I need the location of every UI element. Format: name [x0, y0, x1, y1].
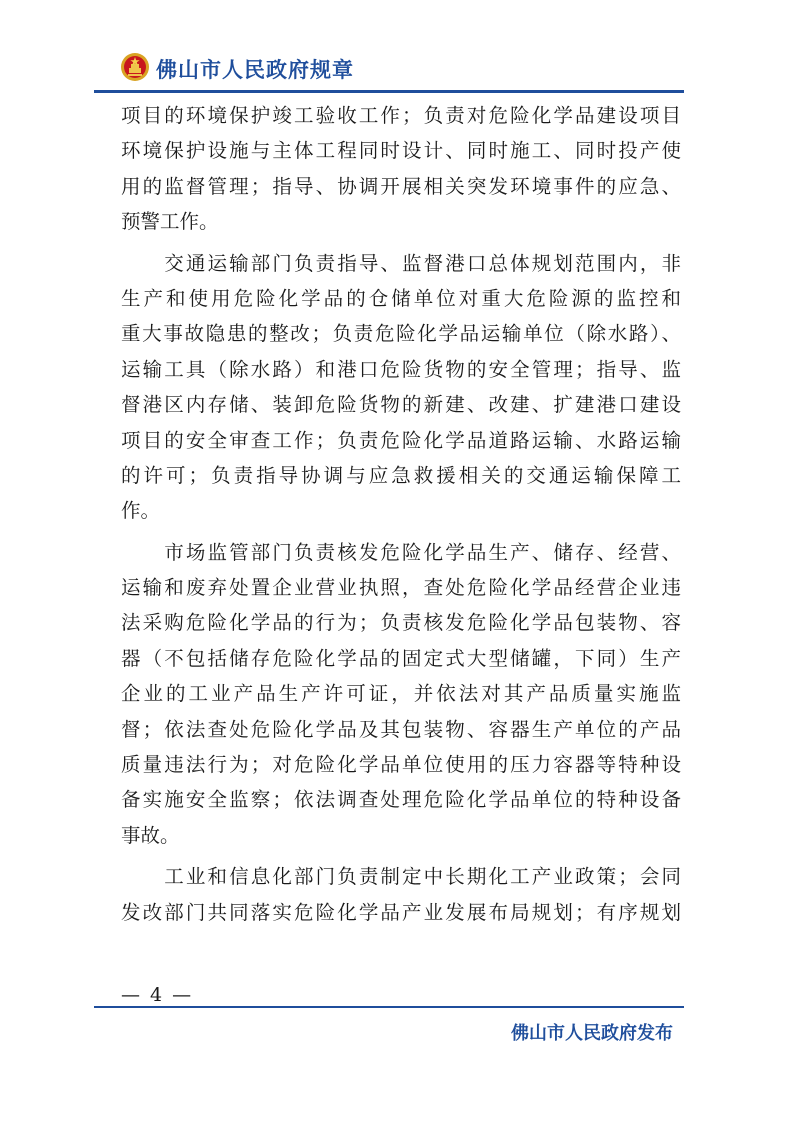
text-line: 运输和废弃处置企业营业执照，查处危险化学品经营企业违: [121, 576, 681, 600]
text-line: 质量违法行为；对危险化学品单位使用的压力容器等特种设: [121, 753, 681, 777]
paragraph: [121, 98, 681, 240]
page-number: — 4 —: [121, 984, 194, 1006]
document-body: [121, 98, 681, 936]
text-line: 工业和信息化部门负责制定中长期化工产业政策；会同: [121, 865, 681, 889]
text-line: 预警工作。: [121, 210, 219, 234]
text-line: 法采购危险化学品的行为；负责核发危险化学品包装物、容: [121, 611, 681, 635]
text-line: 督港区内存储、装卸危险货物的新建、改建、扩建港口建设: [121, 393, 681, 417]
text-line: 事故。: [121, 823, 180, 847]
text-line: 项目的安全审查工作；负责危险化学品道路运输、水路运输: [121, 428, 681, 452]
document-header: [120, 50, 676, 90]
text-line: 发改部门共同落实危险化学品产业发展布局规划；有序规划: [121, 900, 681, 924]
text-line: 运输工具（除水路）和港口危险货物的安全管理；指导、监: [121, 357, 681, 381]
text-line: 重大事故隐患的整改；负责危险化学品运输单位（除水路）、: [121, 322, 681, 346]
text-line: 器（不包括储存危险化学品的固定式大型储罐，下同）生产: [121, 646, 681, 670]
text-line: 环境保护设施与主体工程同时设计、同时施工、同时投产使: [121, 139, 681, 163]
text-line: 项目的环境保护竣工验收工作；负责对危险化学品建设项目: [121, 104, 681, 127]
text-line: 用的监督管理；指导、协调开展相关突发环境事件的应急、: [121, 174, 681, 198]
national-emblem-icon: [120, 52, 150, 82]
footer-publisher: 佛山市人民政府发布: [511, 1023, 673, 1044]
document-header-title: 佛山市人民政府规章: [156, 58, 354, 82]
text-line: 交通运输部门负责指导、监督港口总体规划范围内，非: [121, 251, 681, 275]
text-line: 的许可；负责指导协调与应急救援相关的交通运输保障工: [121, 463, 681, 487]
text-line: 备实施安全监察；依法调查处理危险化学品单位的特种设备: [121, 788, 681, 812]
text-line: 生产和使用危险化学品的仓储单位对重大危险源的监控和: [121, 286, 681, 310]
paragraph: [121, 535, 681, 854]
footer-divider: [94, 1006, 684, 1008]
text-line: 企业的工业产品生产许可证，并依法对其产品质量实施监: [121, 682, 681, 706]
text-line: 作。: [121, 499, 161, 523]
paragraph: [121, 246, 681, 529]
text-line: 市场监管部门负责核发危险化学品生产、储存、经营、: [121, 540, 681, 564]
paragraph: [121, 859, 681, 930]
text-line: 督；依法查处危险化学品及其包装物、容器生产单位的产品: [121, 717, 681, 741]
header-divider: [94, 90, 684, 93]
